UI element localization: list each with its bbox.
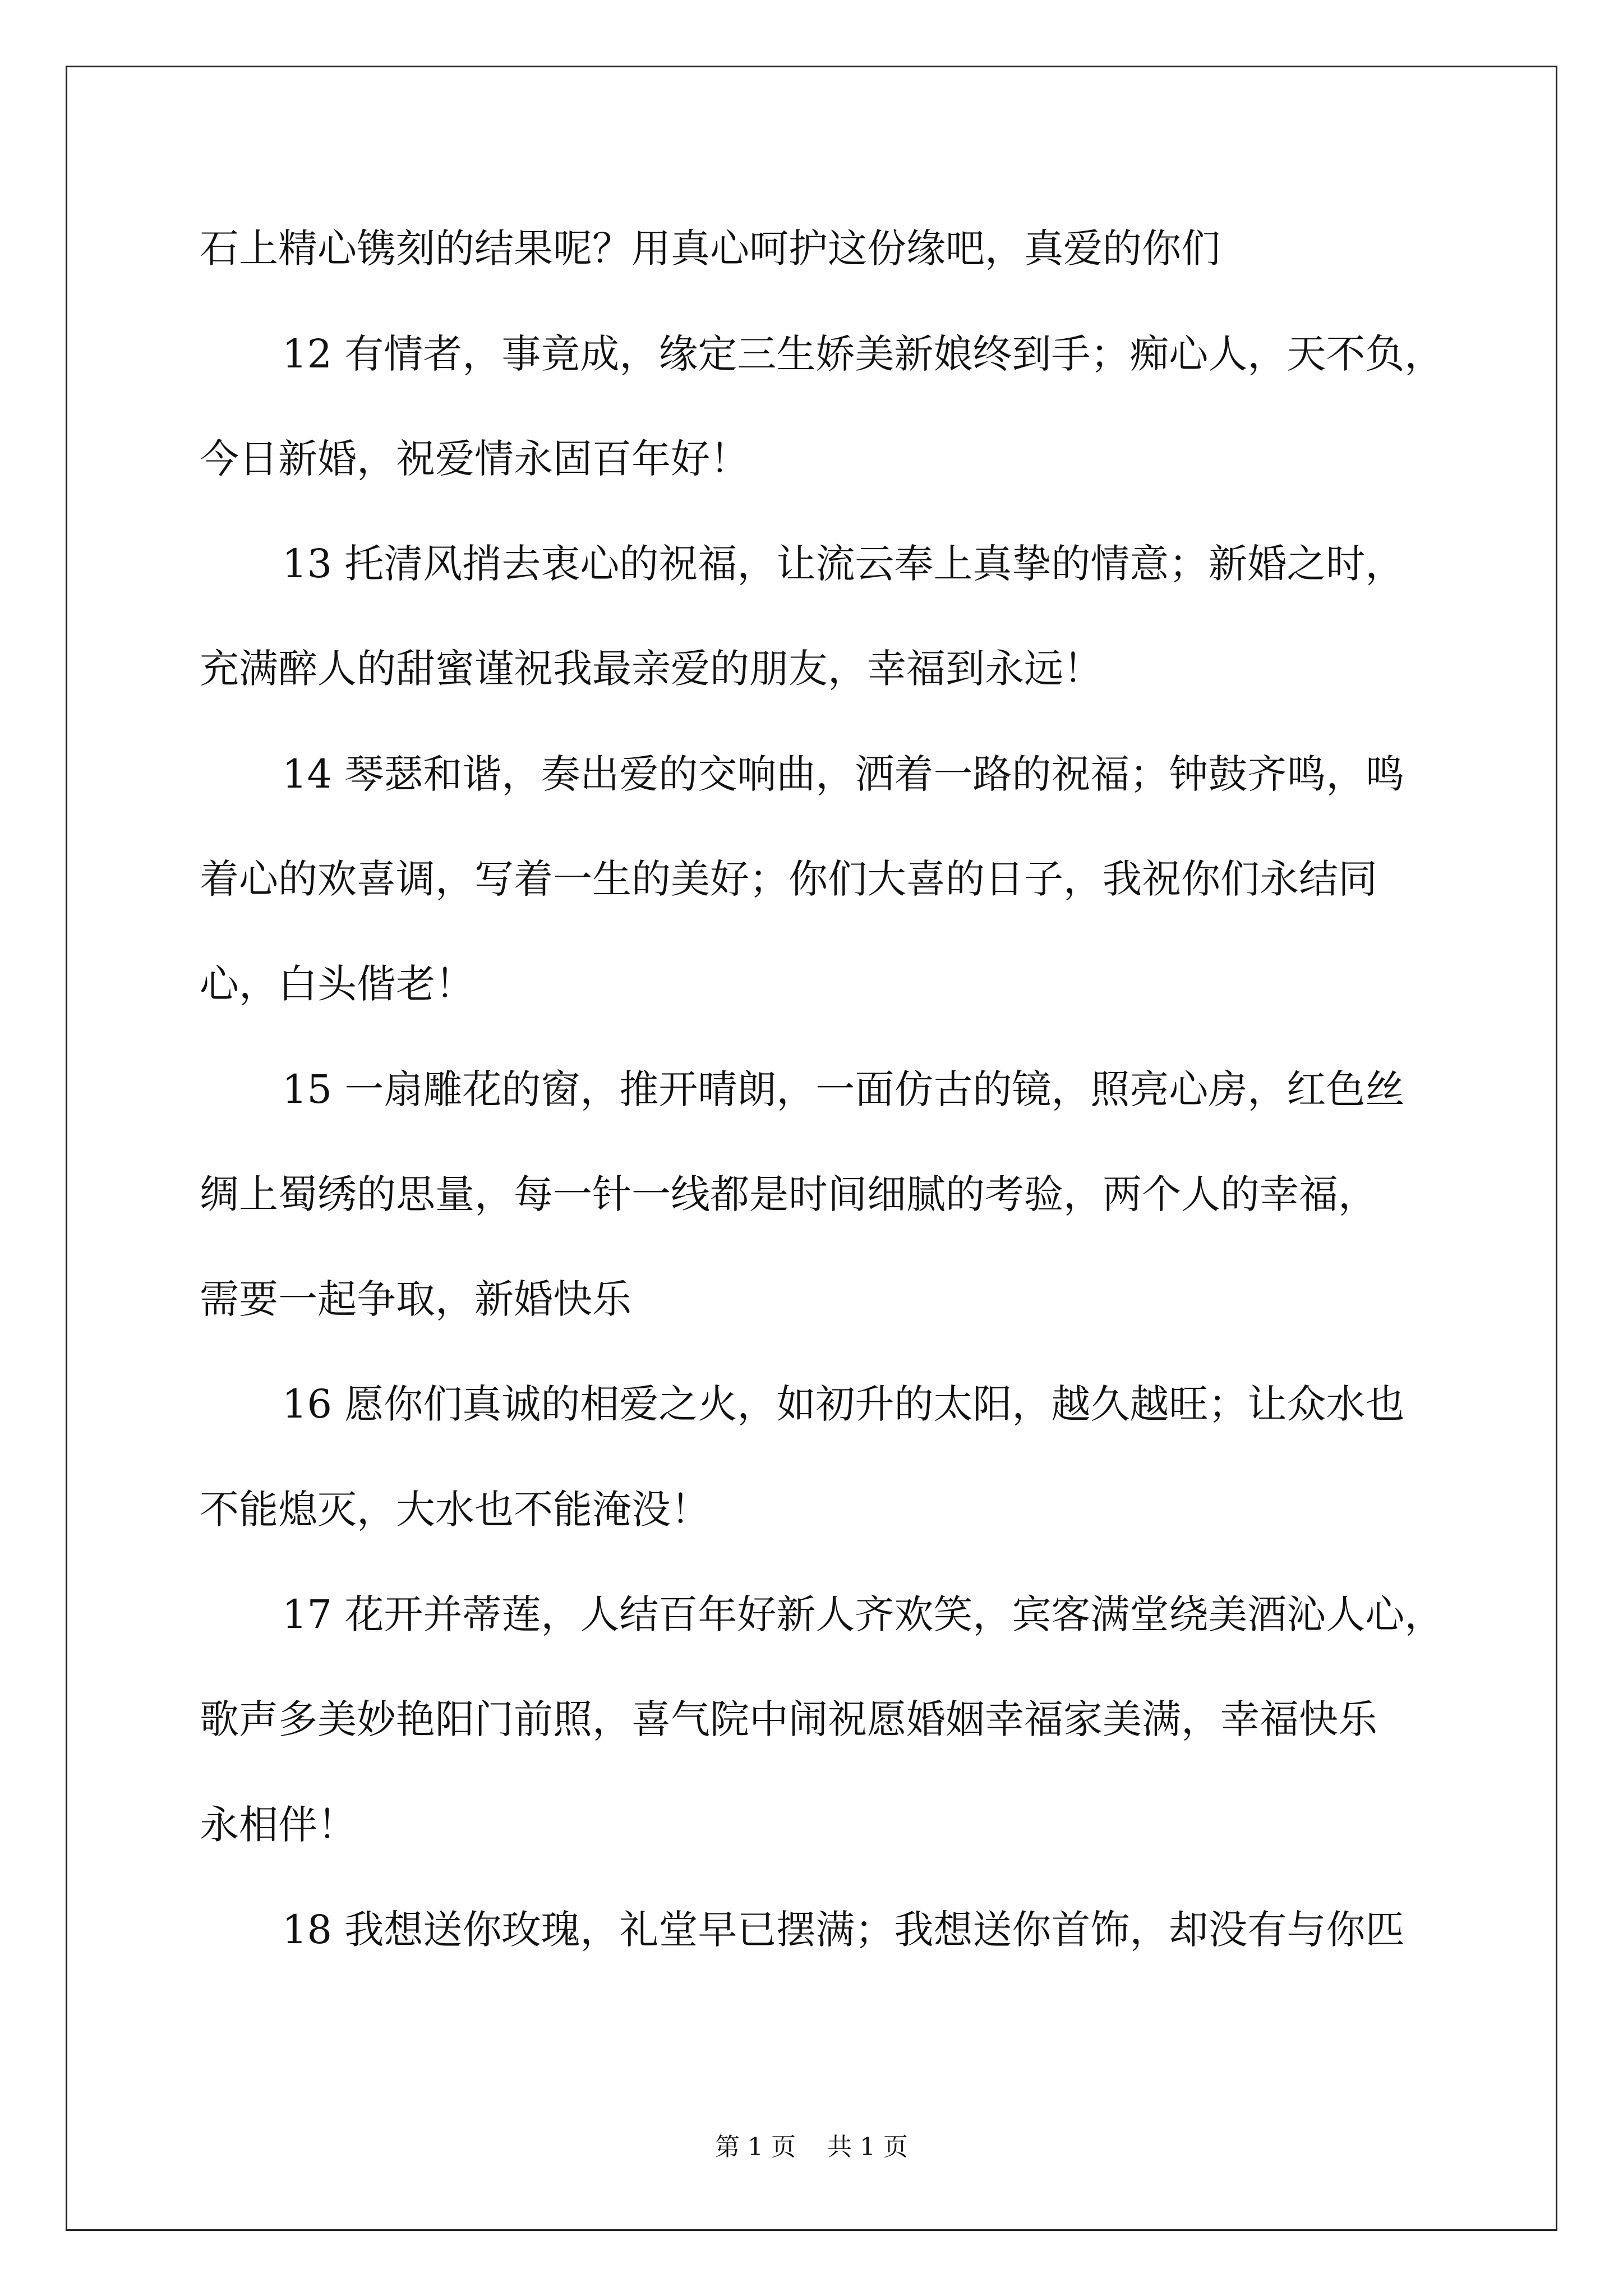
text-line: 今日新婚，祝爱情永固百年好！	[200, 436, 749, 482]
text-line: 不能熄灭，大水也不能淹没！	[200, 1487, 710, 1533]
page-footer: 第 1 页 共 1 页	[715, 2133, 908, 2161]
text-line: 需要一起争取，新婚快乐	[200, 1276, 631, 1322]
text-line: 着心的欢喜调，写着一生的美好；你们大喜的日子，我祝你们永结同	[200, 856, 1377, 902]
text-line: 17 花开并蒂莲，人结百年好新人齐欢笑，宾客满堂绕美酒沁人心，	[282, 1591, 1444, 1637]
text-line: 石上精心镌刻的结果呢？用真心呵护这份缘吧，真爱的你们	[200, 226, 1220, 272]
text-line: 12 有情者，事竟成，缘定三生娇美新娘终到手；痴心人，天不负，	[282, 331, 1444, 377]
text-line: 15 一扇雕花的窗，推开晴朗，一面仿古的镜，照亮心房，红色丝	[282, 1066, 1405, 1112]
text-line: 13 托清风捎去衷心的祝福，让流云奉上真挚的情意；新婚之时，	[282, 541, 1405, 587]
text-line: 14 琴瑟和谐，奏出爱的交响曲，洒着一路的祝福；钟鼓齐鸣，鸣	[282, 751, 1405, 797]
page-border	[66, 66, 1557, 2231]
text-line: 心，白头偕老！	[200, 961, 474, 1007]
text-line: 16 愿你们真诚的相爱之火，如初升的太阳，越久越旺；让众水也	[282, 1381, 1405, 1427]
text-line: 永相伴！	[200, 1802, 357, 1848]
text-line: 18 我想送你玫瑰，礼堂早已摆满；我想送你首饰，却没有与你匹	[282, 1907, 1405, 1953]
text-line: 充满醉人的甜蜜谨祝我最亲爱的朋友，幸福到永远！	[200, 646, 1103, 692]
text-line: 歌声多美妙艳阳门前照，喜气院中闹祝愿婚姻幸福家美满，幸福快乐	[200, 1696, 1377, 1742]
text-line: 绸上蜀绣的思量，每一针一线都是时间细腻的考验，两个人的幸福，	[200, 1171, 1377, 1217]
